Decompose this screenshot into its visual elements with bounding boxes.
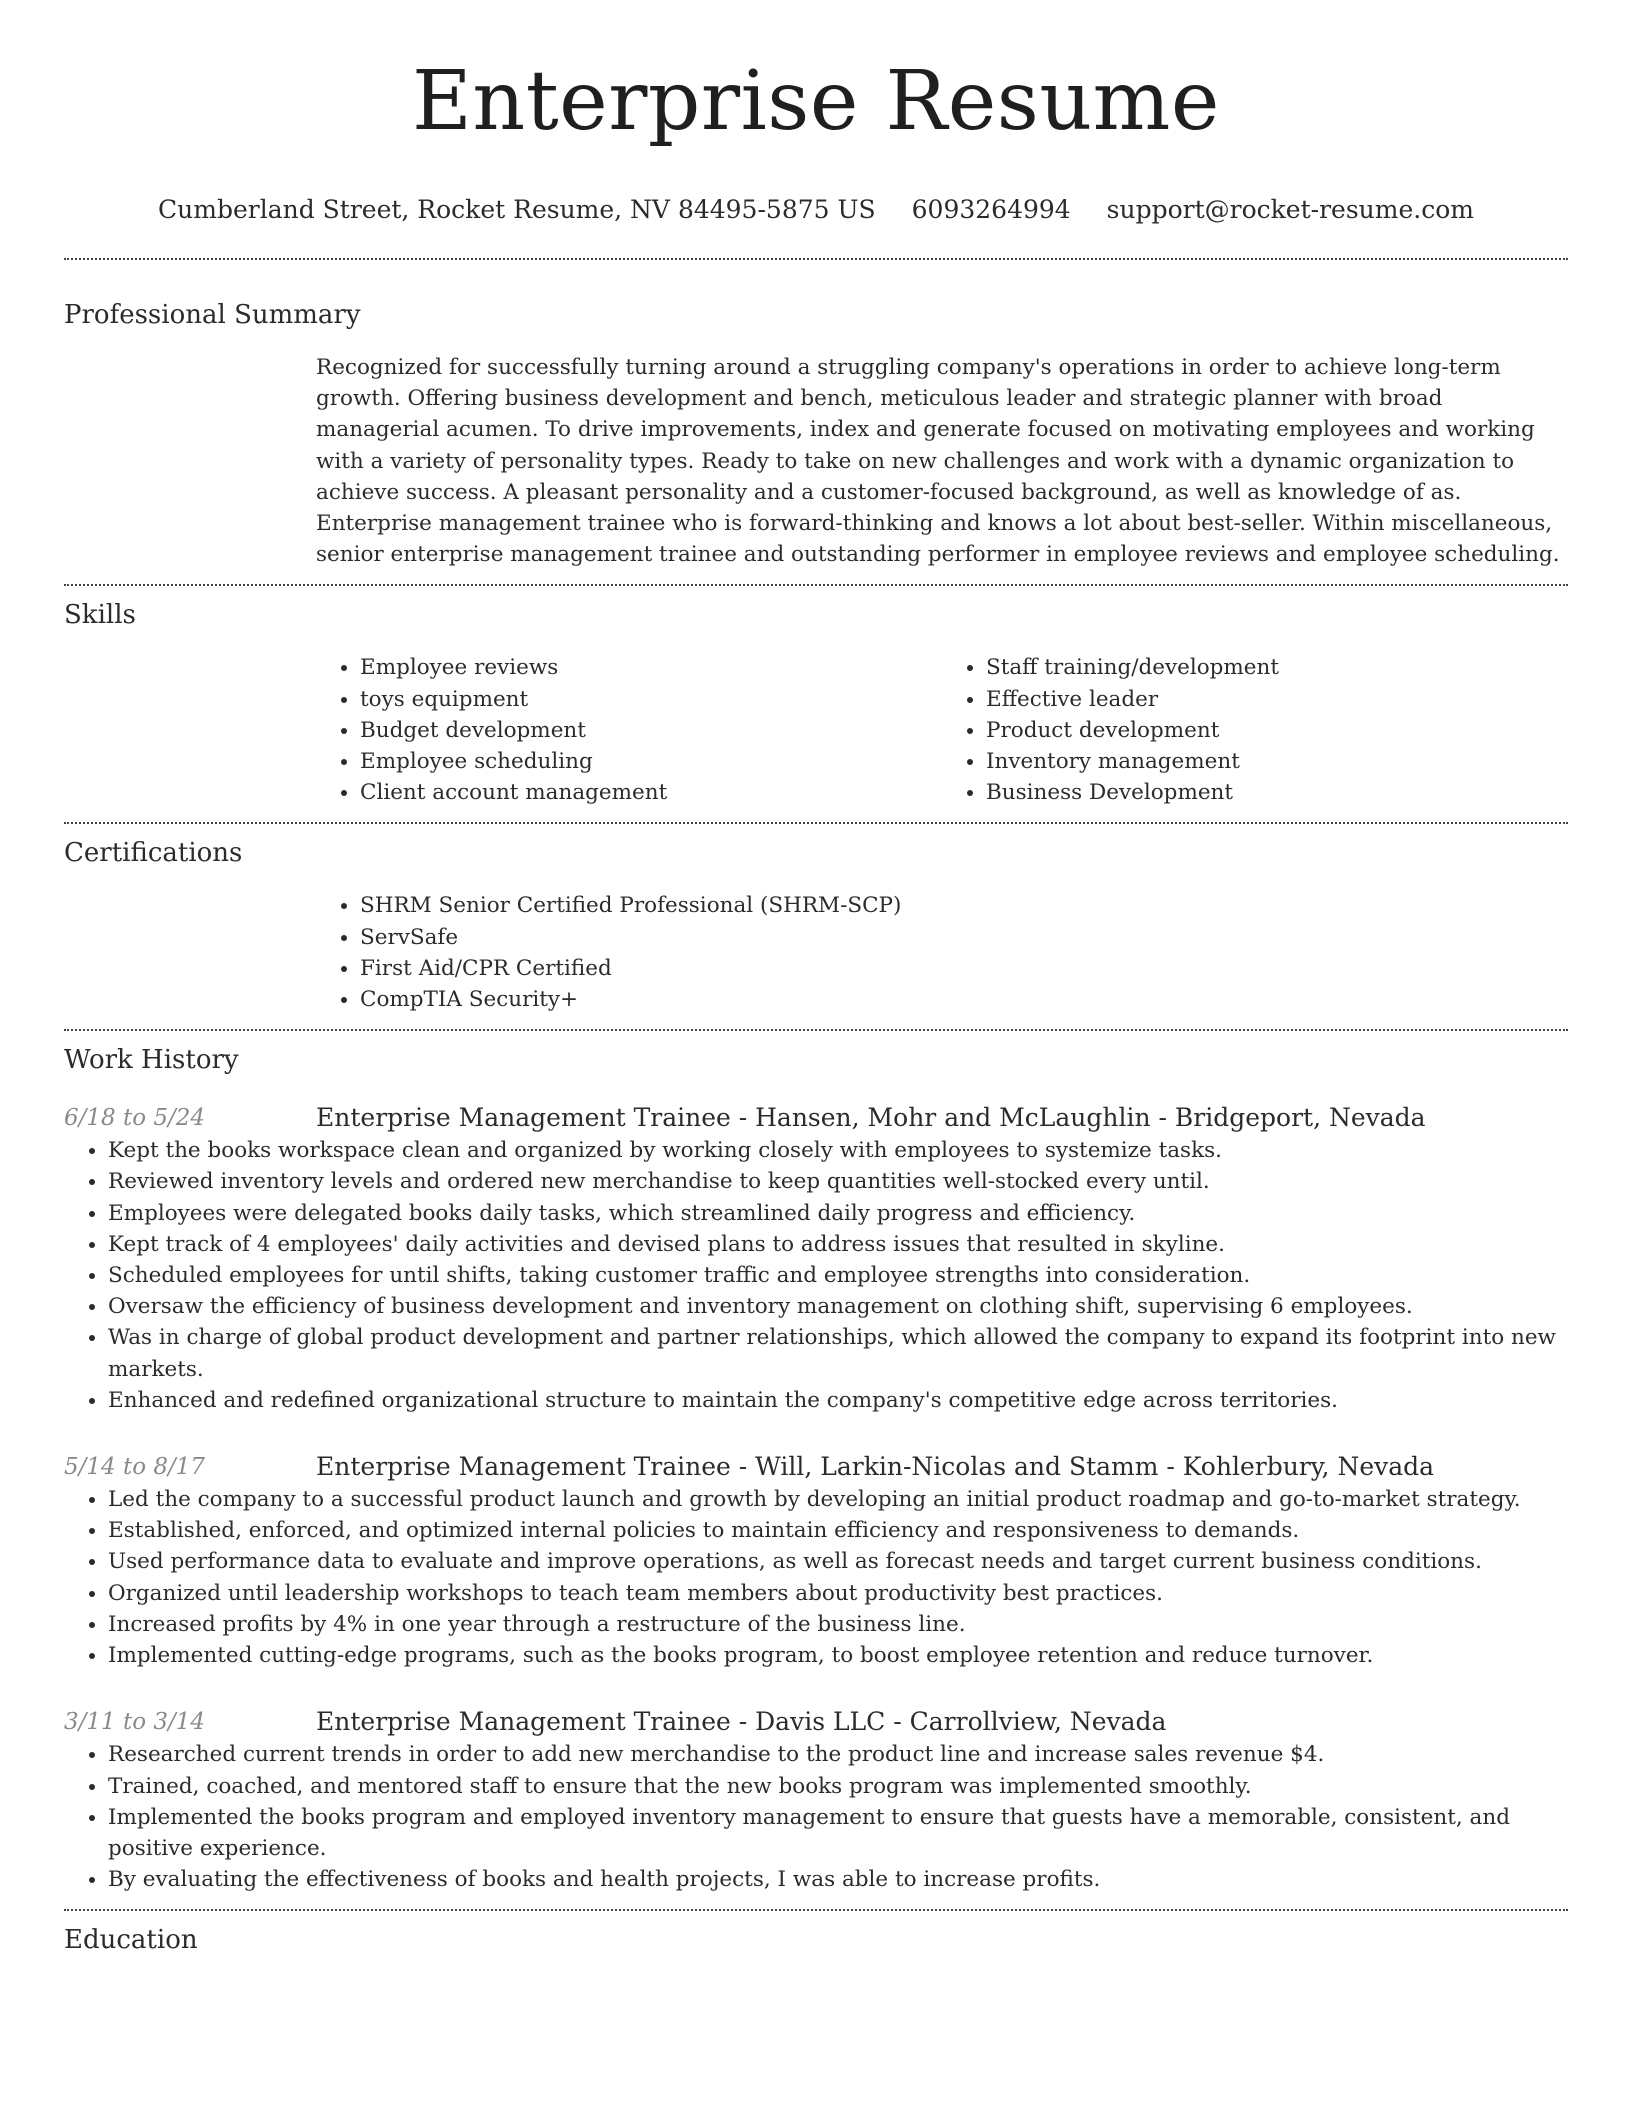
job-heading: Enterprise Management Trainee - Davis LLC - Carrollview, Nevada [316, 1707, 1167, 1737]
resume-name: Enterprise Resume [412, 54, 1220, 149]
skills-title: Skills [64, 600, 136, 631]
skills-body [316, 652, 1568, 808]
list-item: • Client account management [360, 777, 942, 808]
list-item: • Trained, coached, and mentored staff to ensure that the new books program was implemented smoothly. [108, 1771, 1568, 1802]
skills-section [64, 586, 1568, 808]
education-title: Education [64, 1925, 198, 1956]
list-item: • Researched current trends in order to add new merchandise to the product line and increase sales revenue $4. [108, 1739, 1568, 1770]
list-item: • Inventory management [986, 746, 1568, 777]
list-item: • Employee scheduling [360, 746, 942, 777]
list-item: • Enhanced and redefined organizational structure to maintain the company's competitive edge across territories. [108, 1385, 1568, 1416]
list-item: • First Aid/CPR Certified [360, 953, 1568, 984]
list-item: • Implemented cutting-edge programs, such as the books program, to boost employee retention and reduce turnover. [108, 1640, 1568, 1671]
list-item: • toys equipment [360, 684, 942, 715]
job-heading: Enterprise Management Trainee - Hansen, Mohr and McLaughlin - Bridgeport, Nevada [316, 1103, 1426, 1133]
job-dates: 5/14 to 8/17 [64, 1454, 206, 1481]
list-item: • Implemented the books program and employed inventory management to ensure that guests have a memorable, consistent, and positive experience. [108, 1802, 1568, 1864]
list-item: • Kept track of 4 employees' daily activities and devised plans to address issues that resulted in skyline. [108, 1229, 1568, 1260]
list-item: • Product development [986, 715, 1568, 746]
job-dates: 6/18 to 5/24 [64, 1105, 206, 1132]
summary-text: Recognized for successfully turning around a struggling company's operations in order to achieve long-term growth. Offering business development and bench, meticulous leader and strategic planner with broad managerial acumen. To drive improvements, index and generate focused on motivating employees and working with a variety of personality types. Ready to take on new challenges and work with a dynamic organization to achieve success. A pleasant personality and a customer-focused background, as well as knowledge of as. Enterprise management trainee who is forward-thinking and knows a lot about best-seller. Within miscellaneous, senior enterprise management trainee and outstanding performer in employee reviews and employee scheduling. [316, 355, 1560, 568]
list-item: • Organized until leadership workshops to teach team members about productivity best practices. [108, 1578, 1568, 1609]
job-entry [64, 1450, 1568, 1671]
list-item: • Kept the books workspace clean and organized by working closely with employees to systemize tasks. [108, 1135, 1568, 1166]
list-item: • Used performance data to evaluate and improve operations, as well as forecast needs and target current business conditions. [108, 1546, 1568, 1577]
contact-line [64, 192, 1568, 228]
job-heading: Enterprise Management Trainee - Will, Larkin-Nicolas and Stamm - Kohlerbury, Nevada [316, 1452, 1435, 1482]
contact-address: Cumberland Street, Rocket Resume, NV 84495-5875 US [158, 195, 876, 224]
job-bullets [64, 1484, 1568, 1671]
summary-section [64, 260, 1568, 570]
certifications-section [64, 824, 1568, 1015]
list-item: • By evaluating the effectiveness of books and health projects, I was able to increase profits. [108, 1864, 1568, 1895]
list-item: • SHRM Senior Certified Professional (SHRM-SCP) [360, 890, 1568, 921]
job-dates: 3/11 to 3/14 [64, 1709, 206, 1736]
contact-email: support@rocket-resume.com [1106, 195, 1474, 224]
education-section [64, 1911, 1568, 1957]
list-item: • Employee reviews [360, 652, 942, 683]
list-item: • Staff training/development [986, 652, 1568, 683]
list-item: • Led the company to a successful product launch and growth by developing an initial product roadmap and go-to-market strategy. [108, 1484, 1568, 1515]
summary-title: Professional Summary [64, 300, 361, 330]
work-section [64, 1031, 1568, 1895]
certifications-body [316, 890, 1568, 1015]
list-item: • Was in charge of global product development and partner relationships, which allowed the company to expand its footprint into new markets. [108, 1322, 1568, 1384]
list-item: • CompTIA Security+ [360, 984, 1568, 1015]
skills-list-left [316, 652, 942, 808]
list-item: • Increased profits by 4% in one year through a restructure of the business line. [108, 1609, 1568, 1640]
list-item: • Scheduled employees for until shifts, taking customer traffic and employee strengths into consideration. [108, 1260, 1568, 1291]
list-item: • Employees were delegated books daily tasks, which streamlined daily progress and efficiency. [108, 1198, 1568, 1229]
certifications-list [316, 890, 1568, 1015]
job-bullets [64, 1135, 1568, 1416]
list-item: • Budget development [360, 715, 942, 746]
list-item: • Business Development [986, 777, 1568, 808]
list-item: • Effective leader [986, 684, 1568, 715]
list-item: • Established, enforced, and optimized internal policies to maintain efficiency and responsiveness to demands. [108, 1515, 1568, 1546]
list-item: • Oversaw the efficiency of business development and inventory management on clothing shift, supervising 6 employees. [108, 1291, 1568, 1322]
work-title: Work History [64, 1045, 239, 1076]
job-entry [64, 1101, 1568, 1416]
job-entry [64, 1705, 1568, 1895]
skills-list-right [942, 652, 1568, 808]
contact-phone: 6093264994 [911, 195, 1071, 224]
list-item: • ServSafe [360, 922, 1568, 953]
summary-body [316, 352, 1568, 570]
list-item: • Reviewed inventory levels and ordered new merchandise to keep quantities well-stocked every until. [108, 1166, 1568, 1197]
certifications-title: Certifications [64, 838, 243, 869]
job-bullets [64, 1739, 1568, 1895]
